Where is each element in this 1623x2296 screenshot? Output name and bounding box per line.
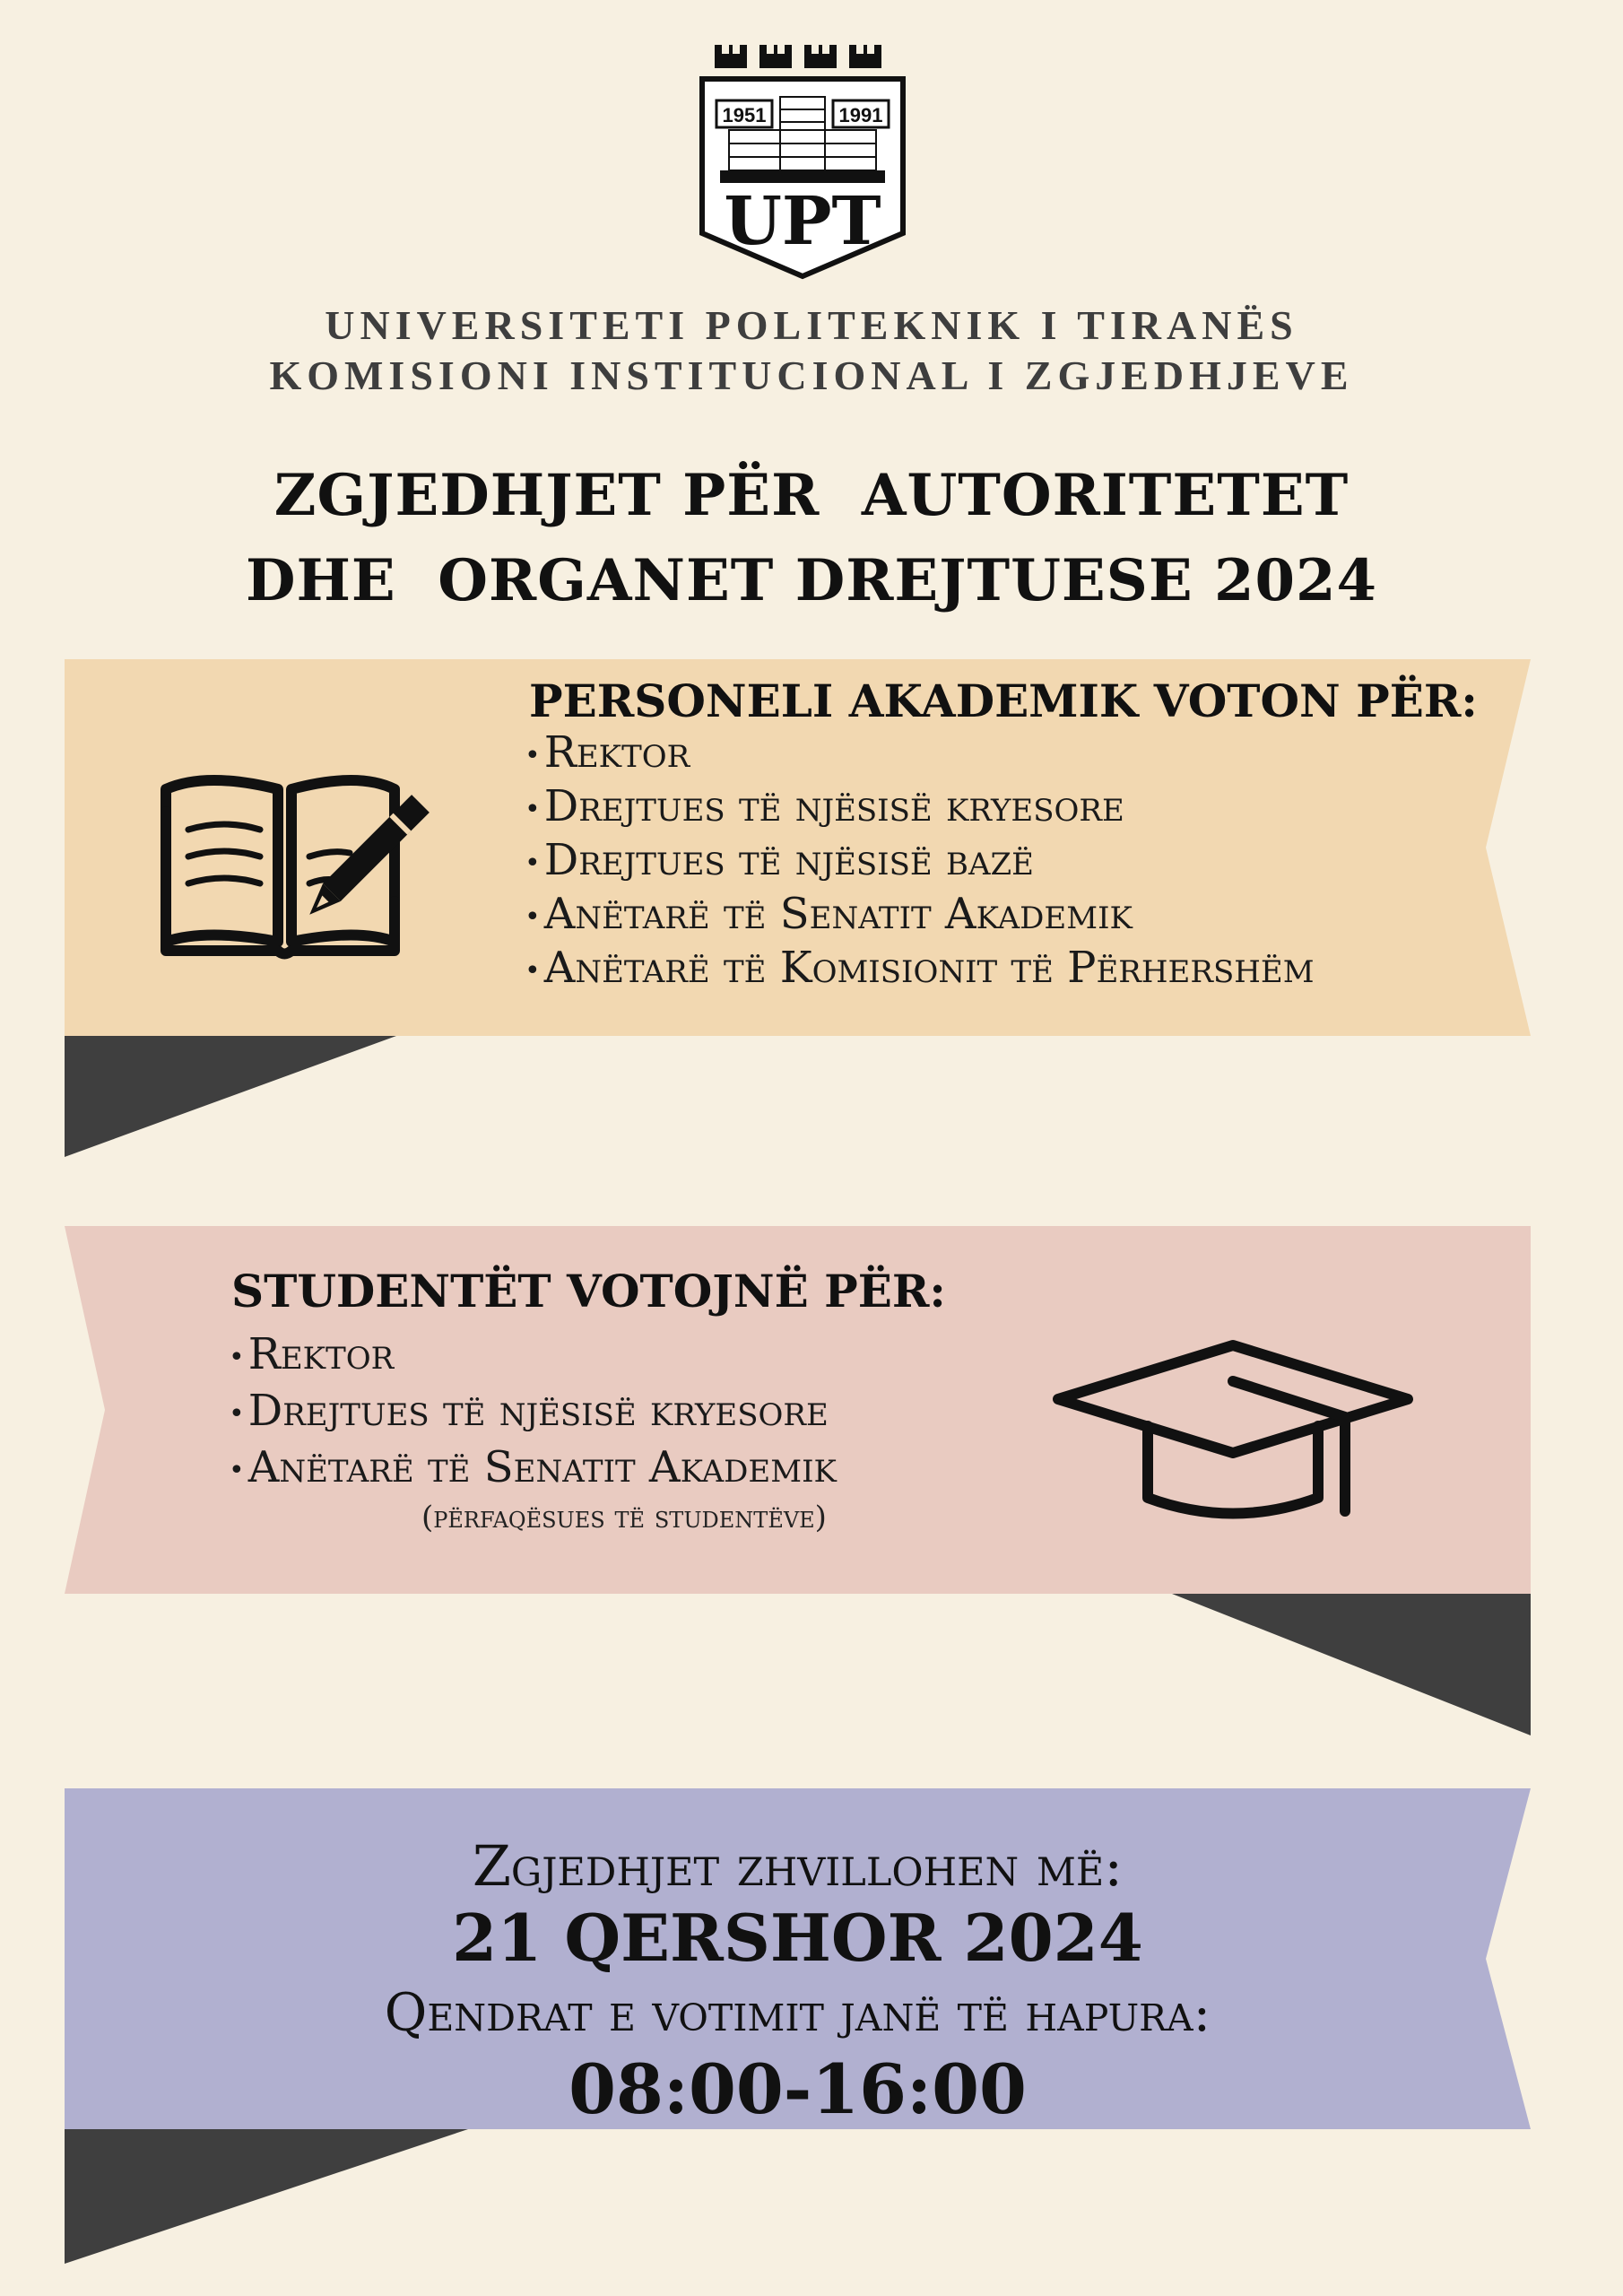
voting-hours-label: Qendrat e votimit janë të hapura: (384, 1982, 1211, 2043)
graduation-cap-icon (1049, 1336, 1417, 1529)
book-pencil-icon (157, 767, 453, 960)
election-date-label: Zgjedhjet zhvillohen më: (472, 1833, 1124, 1899)
list-item: •Anëtarë të Senatit Akademik (525, 889, 1133, 939)
banner1-shadow (65, 1036, 396, 1157)
voting-hours: 08:00-16:00 (568, 2049, 1027, 2129)
list-item: •Rektor (229, 1329, 395, 1379)
logo-year-left: 1951 (722, 104, 767, 126)
commission-name: KOMISIONI INSTITUCIONAL I ZGJEDHJEVE (269, 352, 1354, 398)
page-title-line1: ZGJEDHJET PËR AUTORITETET (273, 462, 1350, 529)
students-heading: STUDENTËT VOTOJNË PËR: (231, 1265, 946, 1318)
banner3-shadow (65, 2129, 468, 2264)
list-item: •Drejtues të njësisë kryesore (229, 1386, 829, 1436)
university-name: UNIVERSITETI POLITEKNIK I TIRANËS (325, 302, 1298, 348)
list-item: •Rektor (525, 727, 690, 778)
banner2-shadow (1172, 1594, 1531, 1735)
upt-logo (695, 45, 910, 283)
list-item: •Anëtarë të Komisionit të Përhershëm (525, 943, 1315, 993)
page-title-line2: DHE ORGANET DREJTUESE 2024 (245, 547, 1378, 614)
logo-year-right: 1991 (838, 104, 883, 126)
academic-list (525, 727, 1315, 1000)
logo-text: UPT (724, 183, 881, 260)
election-date: 21 QERSHOR 2024 (452, 1900, 1143, 1976)
list-item: •Drejtues të njësisë kryesore (525, 781, 1124, 831)
students-list (229, 1329, 837, 1502)
list-item: •Drejtues të njësisë bazë (525, 835, 1034, 885)
students-note: (përfaqësues të studentëve) (421, 1500, 827, 1535)
list-item: •Anëtarë të Senatit Akademik (229, 1442, 837, 1492)
academic-heading: PERSONELI AKADEMIK VOTON PËR: (529, 674, 1478, 727)
